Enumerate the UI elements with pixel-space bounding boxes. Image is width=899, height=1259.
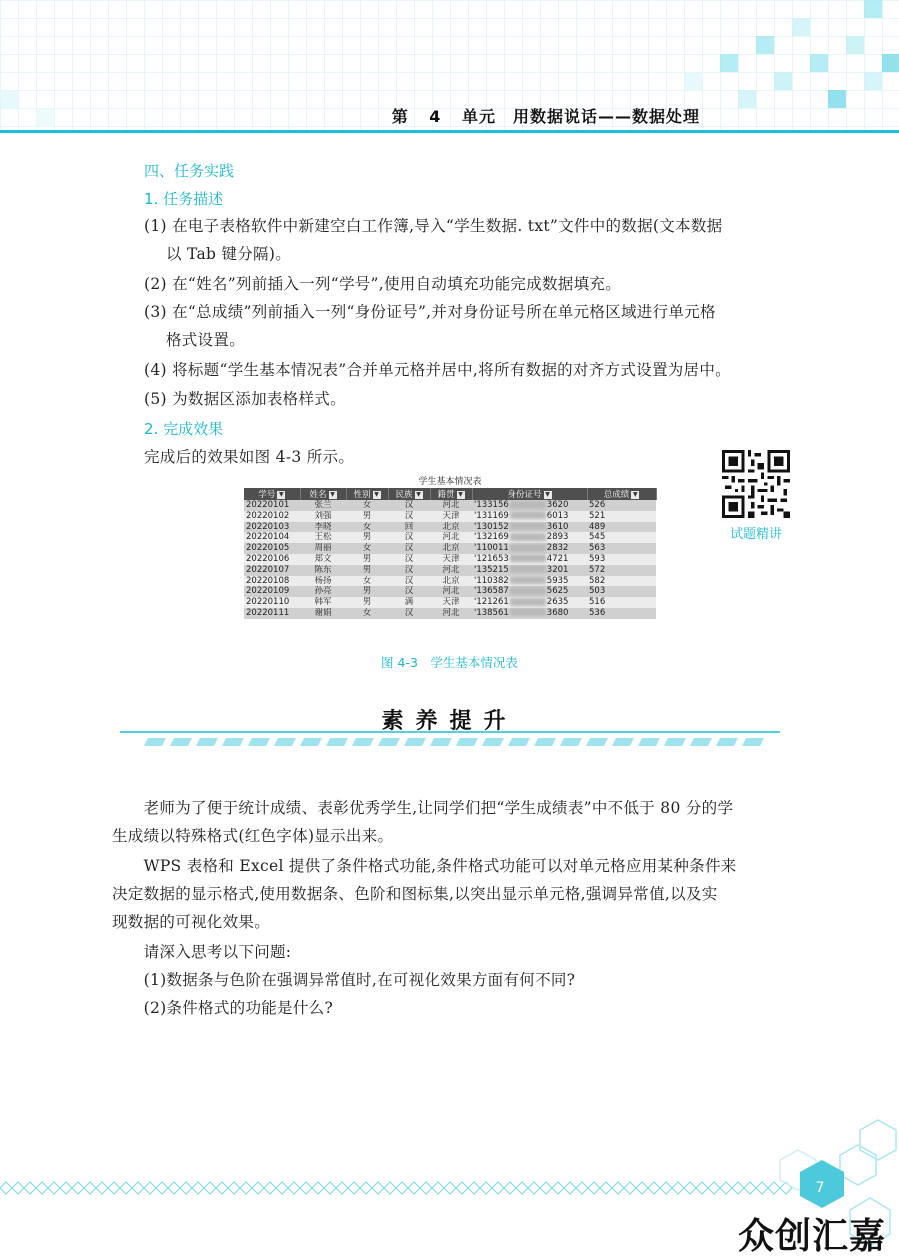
cell-ethnic[interactable]: 满 [388, 597, 430, 608]
table-row [244, 597, 656, 608]
cell-gender[interactable]: 男 [346, 511, 388, 522]
watermark-logo: 众创汇嘉 [738, 1216, 887, 1257]
cell-score[interactable]: 563 [587, 543, 656, 554]
task-item-5: (5) 为数据区添加表格样式。 [144, 390, 346, 408]
cell-name[interactable]: 谢娟 [300, 608, 346, 619]
cell-idcard[interactable] [472, 565, 587, 576]
idcard-suffix: 3201 [546, 564, 569, 575]
filter-dropdown-icon[interactable]: ▼ [278, 490, 284, 498]
cell-name[interactable]: 陈东 [300, 565, 346, 576]
figure-caption: 图 4-3 学生基本情况表 [381, 655, 518, 670]
filter-dropdown-icon[interactable]: ▼ [545, 490, 550, 498]
effect-heading: 2. 完成效果 [144, 420, 224, 438]
table-title: 学生基本情况表 [418, 477, 482, 487]
idcard-redaction [510, 608, 546, 616]
filter-dropdown-icon[interactable]: ▼ [374, 490, 379, 498]
idcard-prefix: '130152 [474, 521, 509, 532]
idcard-prefix: '131169 [474, 510, 509, 521]
idcard-prefix: '133156 [474, 500, 509, 510]
idcard-prefix: '121653 [474, 553, 509, 564]
cell-ethnic[interactable]: 回 [388, 522, 430, 533]
cell-idcard[interactable] [472, 576, 587, 587]
student-table [244, 488, 657, 619]
table-row [244, 576, 656, 587]
idcard-suffix: 3620 [546, 500, 569, 510]
task-item-4: (4) 将标题“学生基本情况表”合并单元格并居中,将所有数据的对齐方式设置为居中。 [144, 361, 731, 379]
question-1: (1)数据条与色阶在强调异常值时,在可视化效果方面有何不同? [112, 971, 576, 989]
cell-gender[interactable]: 男 [346, 565, 388, 576]
cell-ethnic[interactable]: 汉 [388, 565, 430, 576]
paragraph-1-line-1: 老师为了便于统计成绩、表彰优秀学生,让同学们把“学生成绩表”中不低于 80 分的学 [112, 799, 734, 817]
table-row [244, 586, 656, 597]
table-row [244, 565, 656, 576]
idcard-prefix: '132169 [474, 532, 509, 543]
question-2: (2)条件格式的功能是什么? [112, 999, 334, 1017]
task-item-2: (2) 在“姓名”列前插入一列“学号”,使用自动填充功能完成数据填充。 [144, 275, 622, 293]
idcard-suffix: 4721 [546, 553, 569, 564]
student-table-figure [244, 476, 656, 619]
cell-origin[interactable]: 河北 [430, 586, 472, 597]
cell-origin[interactable]: 河北 [430, 608, 472, 619]
col-header-name[interactable]: 姓名 ▼ [300, 488, 346, 500]
paragraph-2-line-2: 决定数据的显示格式,使用数据条、色阶和图标集,以突出显示单元格,强调异常值,以及实 [112, 885, 718, 903]
cell-origin[interactable]: 北京 [430, 576, 472, 587]
cell-idcard[interactable] [472, 500, 587, 511]
idcard-suffix: 2832 [546, 543, 569, 554]
cell-name[interactable]: 周丽 [300, 543, 346, 554]
idcard-redaction [510, 565, 546, 573]
cell-score[interactable]: 526 [587, 500, 656, 511]
idcard-redaction [510, 554, 546, 562]
cell-origin[interactable]: 天津 [430, 554, 472, 565]
cell-name[interactable]: 张兰 [300, 500, 346, 511]
table-row [244, 500, 656, 511]
idcard-prefix: '138561 [474, 607, 509, 618]
cell-idcard[interactable] [472, 522, 587, 533]
cell-name[interactable]: 杨扬 [300, 576, 346, 587]
effect-text: 完成后的效果如图 4-3 所示。 [144, 448, 355, 466]
cell-ethnic[interactable]: 汉 [388, 608, 430, 619]
cell-idcard[interactable] [472, 532, 587, 543]
idcard-suffix: 6013 [546, 510, 569, 521]
cell-id[interactable]: 20220107 [244, 565, 300, 576]
cell-id[interactable]: 20220102 [244, 511, 300, 522]
idcard-prefix: '135215 [474, 564, 509, 575]
cell-id[interactable]: 20220111 [244, 608, 300, 619]
idcard-redaction [510, 576, 546, 584]
col-header-origin[interactable]: 籍贯 ▼ [430, 488, 472, 500]
cell-score[interactable]: 545 [587, 532, 656, 543]
cell-score[interactable]: 536 [587, 608, 656, 619]
cell-gender[interactable]: 女 [346, 522, 388, 533]
idcard-redaction [510, 511, 546, 519]
cell-score[interactable]: 516 [587, 597, 656, 608]
task-item-3-cont: 格式设置。 [166, 331, 246, 349]
task-item-1-cont: 以 Tab 键分隔)。 [166, 245, 291, 263]
cell-id[interactable]: 20220101 [244, 500, 300, 511]
idcard-prefix: '110382 [474, 575, 509, 586]
idcard-redaction [510, 587, 546, 595]
cell-gender[interactable]: 女 [346, 543, 388, 554]
cell-id[interactable]: 20220105 [244, 543, 300, 554]
cell-idcard[interactable] [472, 597, 587, 608]
cell-gender[interactable]: 女 [346, 576, 388, 587]
cell-score[interactable]: 489 [587, 522, 656, 533]
filter-dropdown-icon[interactable]: ▼ [632, 490, 638, 498]
table-row [244, 532, 656, 543]
col-header-idcard[interactable]: 身份证号 ▼ [472, 488, 587, 500]
cell-score[interactable]: 593 [587, 554, 656, 565]
col-header-gender[interactable]: 性别 ▼ [346, 488, 388, 500]
idcard-suffix: 5935 [546, 575, 569, 586]
table-row [244, 511, 656, 522]
cell-gender[interactable]: 男 [346, 586, 388, 597]
idcard-prefix: '121261 [474, 597, 509, 608]
cell-ethnic[interactable]: 汉 [388, 576, 430, 587]
cell-gender[interactable]: 男 [346, 554, 388, 565]
task-description-heading: 1. 任务描述 [144, 190, 224, 208]
cell-origin[interactable]: 河北 [430, 532, 472, 543]
cell-origin[interactable]: 北京 [430, 522, 472, 533]
cell-origin[interactable]: 北京 [430, 543, 472, 554]
cell-score[interactable]: 572 [587, 565, 656, 576]
cell-ethnic[interactable]: 汉 [388, 586, 430, 597]
cell-origin[interactable]: 天津 [430, 511, 472, 522]
table-row [244, 554, 656, 565]
filter-dropdown-icon[interactable]: ▼ [416, 490, 421, 498]
cell-name[interactable]: 王松 [300, 532, 346, 543]
cell-name[interactable]: 郑文 [300, 554, 346, 565]
idcard-suffix: 2635 [546, 597, 569, 608]
table-header-row [244, 488, 656, 500]
col-header-score[interactable]: 总成绩 ▼ [587, 488, 656, 500]
idcard-redaction [510, 533, 546, 541]
table-row [244, 608, 656, 619]
cell-idcard[interactable] [472, 608, 587, 619]
cell-name[interactable]: 韩军 [300, 597, 346, 608]
table-row [244, 543, 656, 554]
idcard-suffix: 3610 [546, 521, 569, 532]
qr-code-icon[interactable] [722, 450, 790, 518]
idcard-redaction [510, 522, 546, 530]
section-title-underline [120, 730, 780, 750]
cell-id[interactable]: 20220108 [244, 576, 300, 587]
idcard-suffix: 5625 [546, 586, 569, 597]
unit-header-title: 第 4 单元 用数据说话——数据处理 [391, 107, 700, 126]
idcard-redaction [510, 598, 546, 606]
header-rule [0, 130, 899, 133]
col-header-ethnic[interactable]: 民族 ▼ [388, 488, 430, 500]
table-row [244, 522, 656, 533]
cell-idcard[interactable] [472, 554, 587, 565]
cell-name[interactable]: 孙亮 [300, 586, 346, 597]
cell-score[interactable]: 503 [587, 586, 656, 597]
cell-name[interactable]: 李晓 [300, 522, 346, 533]
cell-ethnic[interactable]: 汉 [388, 511, 430, 522]
cell-ethnic[interactable]: 汉 [388, 554, 430, 565]
cell-gender[interactable]: 女 [346, 608, 388, 619]
cell-idcard[interactable] [472, 511, 587, 522]
cell-origin[interactable]: 天津 [430, 597, 472, 608]
cell-name[interactable]: 刘强 [300, 511, 346, 522]
cell-id[interactable]: 20220110 [244, 597, 300, 608]
paragraph-2-line-1: WPS 表格和 Excel 提供了条件格式功能,条件格式功能可以对单元格应用某种条件来 [112, 857, 737, 875]
qr-label: 试题精讲 [729, 527, 782, 542]
idcard-redaction [510, 544, 546, 552]
task-item-3: (3) 在“总成绩”列前插入一列“身份证号”,并对身份证号所在单元格区域进行单元格 [144, 303, 716, 321]
paragraph-1-line-2: 生成绩以特殊格式(红色字体)显示出来。 [112, 827, 394, 845]
cell-id[interactable]: 20220109 [244, 586, 300, 597]
col-header-id[interactable]: 学号 ▼ [244, 488, 300, 500]
cell-score[interactable]: 582 [587, 576, 656, 587]
cell-ethnic[interactable]: 汉 [388, 532, 430, 543]
idcard-prefix: '110011 [474, 543, 509, 554]
cell-origin[interactable]: 河北 [430, 565, 472, 576]
cell-ethnic[interactable]: 汉 [388, 543, 430, 554]
cell-gender[interactable]: 男 [346, 532, 388, 543]
cell-idcard[interactable] [472, 586, 587, 597]
idcard-prefix: '136587 [474, 586, 509, 597]
paragraph-2-line-3: 现数据的可视化效果。 [112, 913, 271, 931]
cell-ethnic[interactable]: 汉 [388, 500, 430, 511]
task-heading: 四、任务实践 [144, 162, 235, 180]
filter-dropdown-icon[interactable]: ▼ [458, 490, 463, 498]
question-intro: 请深入思考以下问题: [112, 943, 292, 961]
cell-score[interactable]: 521 [587, 511, 656, 522]
idcard-suffix: 2893 [546, 532, 569, 543]
cell-origin[interactable]: 河北 [430, 500, 472, 511]
task-item-1: (1) 在电子表格软件中新建空白工作簿,导入“学生数据. txt”文件中的数据(文本数据 [144, 217, 723, 235]
page-number: 7 [815, 1180, 825, 1196]
cell-idcard[interactable] [472, 543, 587, 554]
idcard-redaction [510, 501, 546, 509]
cell-gender[interactable]: 女 [346, 500, 388, 511]
section-title: 素养提升 [381, 709, 518, 734]
cell-id[interactable]: 20220103 [244, 522, 300, 533]
cell-gender[interactable]: 男 [346, 597, 388, 608]
filter-dropdown-icon[interactable]: ▼ [330, 490, 335, 498]
cell-id[interactable]: 20220104 [244, 532, 300, 543]
cell-id[interactable]: 20220106 [244, 554, 300, 565]
idcard-suffix: 3680 [546, 607, 569, 618]
